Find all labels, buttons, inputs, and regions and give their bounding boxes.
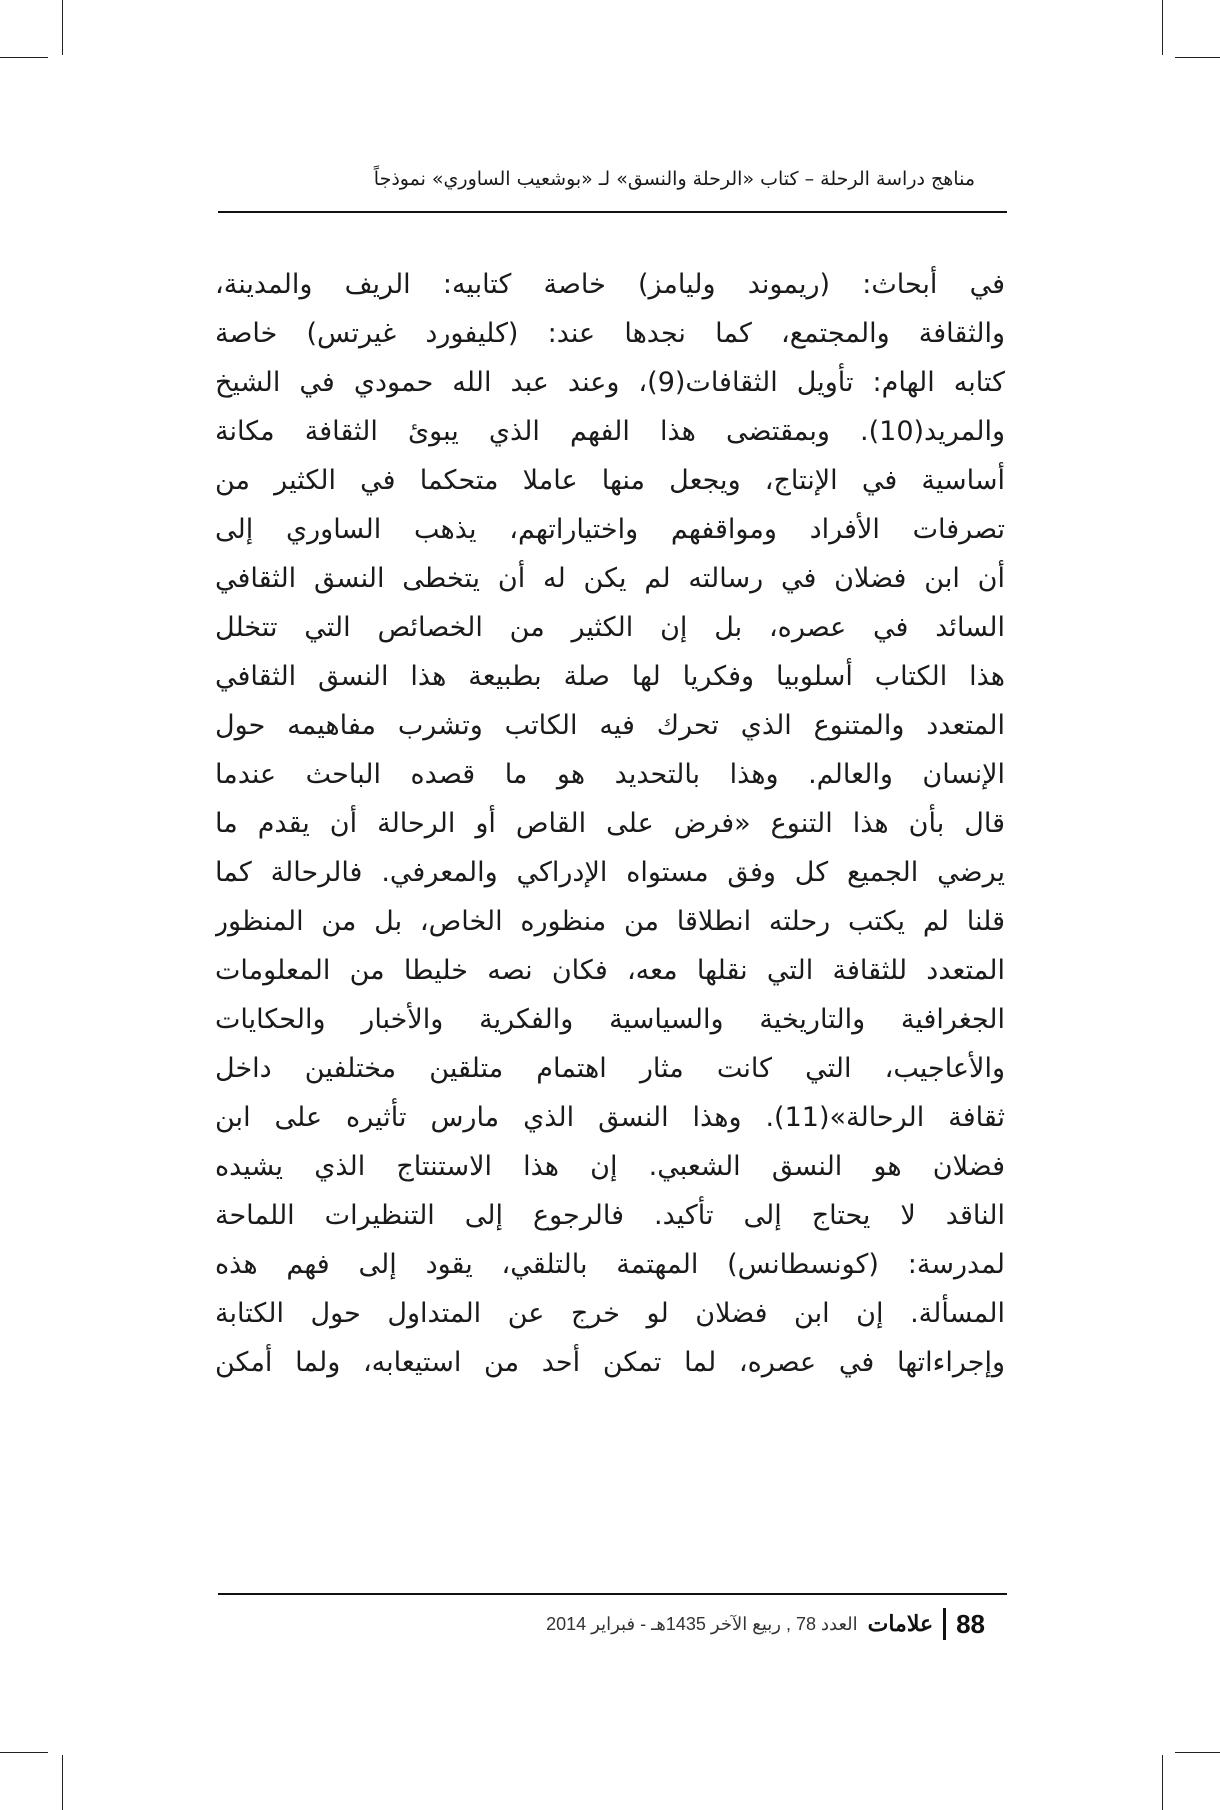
journal-name: علامات	[867, 1611, 934, 1636]
crop-mark	[1175, 57, 1220, 58]
body-line: تصرفات الأفراد ومواقفهم واختياراتهم، يذهب الساوري إلى	[215, 514, 1005, 545]
body-line: هذا الكتاب أسلوبيا وفكريا لها صلة بطبيعة هذا النسق الثقافي	[215, 661, 1005, 692]
body-line: المتعدد للثقافة التي نقلها معه، فكان نصه خليطا من المعلومات	[215, 955, 1005, 986]
body-line: والمريد(10). وبمقتضى هذا الفهم الذي يبوئ الثقافة مكانة	[215, 416, 1005, 447]
body-line: الإنسان والعالم. وهذا بالتحديد هو ما قصده الباحث عندما	[215, 759, 1005, 790]
page-footer	[546, 1605, 985, 1643]
body-line: فضلان هو النسق الشعبي. إن هذا الاستنتاج الذي يشيده	[215, 1151, 1005, 1182]
footer-rule	[218, 1593, 1007, 1595]
body-line: ثقافة الرحالة»(11). وهذا النسق الذي مارس تأثيره على ابن	[215, 1102, 1005, 1133]
crop-mark	[62, 0, 63, 55]
body-line: لمدرسة: (كونسطانس) المهتمة بالتلقي، يقود إلى فهم هذه	[215, 1249, 1005, 1280]
crop-mark	[0, 57, 48, 58]
body-line: والأعاجيب، التي كانت مثار اهتمام متلقين مختلفين داخل	[215, 1053, 1005, 1084]
crop-mark	[1175, 1752, 1220, 1753]
body-line: المسألة. إن ابن فضلان لو خرج عن المتداول حول الكتابة	[215, 1298, 1005, 1329]
body-line: الجغرافية والتاريخية والسياسية والفكرية والأخبار والحكايات	[215, 1004, 1005, 1035]
crop-mark	[1162, 1755, 1163, 1810]
body-line: السائد في عصره، بل إن الكثير من الخصائص التي تتخلل	[215, 612, 1005, 643]
footer-separator	[943, 1608, 946, 1640]
body-line: الناقد لا يحتاج إلى تأكيد. فالرجوع إلى التنظيرات اللماحة	[215, 1200, 1005, 1231]
body-line: في أبحاث: (ريموند وليامز) خاصة كتابيه: الريف والمدينة،	[215, 269, 1005, 300]
header-rule	[218, 211, 1007, 213]
body-line: قلنا لم يكتب رحلته انطلاقا من منظوره الخاص، بل من المنظور	[215, 906, 1005, 937]
body-line: والثقافة والمجتمع، كما نجدها عند: (كليفورد غيرتس) خاصة	[215, 318, 1005, 349]
body-line: يرضي الجميع كل وفق مستواه الإدراكي والمعرفي. فالرحالة كما	[215, 857, 1005, 888]
crop-mark	[0, 1752, 48, 1753]
page-number: 88	[956, 1608, 985, 1639]
running-head: مناهج دراسة الرحلة – كتاب «الرحلة والنسق» لـ «بوشعيب الساوري» نموذجاً	[373, 168, 975, 190]
body-line: كتابه الهام: تأويل الثقافات(9)، وعند عبد الله حمودي في الشيخ	[215, 367, 1005, 398]
crop-mark	[1162, 0, 1163, 55]
body-line: وإجراءاتها في عصره، لما تمكن أحد من استيعابه، ولما أمكن	[215, 1347, 1005, 1378]
body-line: أساسية في الإنتاج، ويجعل منها عاملا متحكما في الكثير من	[215, 465, 1005, 496]
body-line: قال بأن هذا التنوع «فرض على القاص أو الرحالة أن يقدم ما	[215, 808, 1005, 839]
crop-mark	[62, 1755, 63, 1810]
body-line: المتعدد والمتنوع الذي تحرك فيه الكاتب وتشرب مفاهيمه حول	[215, 710, 1005, 741]
body-text	[215, 260, 1005, 1387]
body-line: أن ابن فضلان في رسالته لم يكن له أن يتخطى النسق الثقافي	[215, 563, 1005, 594]
issue-info: العدد 78 , ربيع الآخر 1435هـ - فبراير 2014	[546, 1613, 858, 1634]
